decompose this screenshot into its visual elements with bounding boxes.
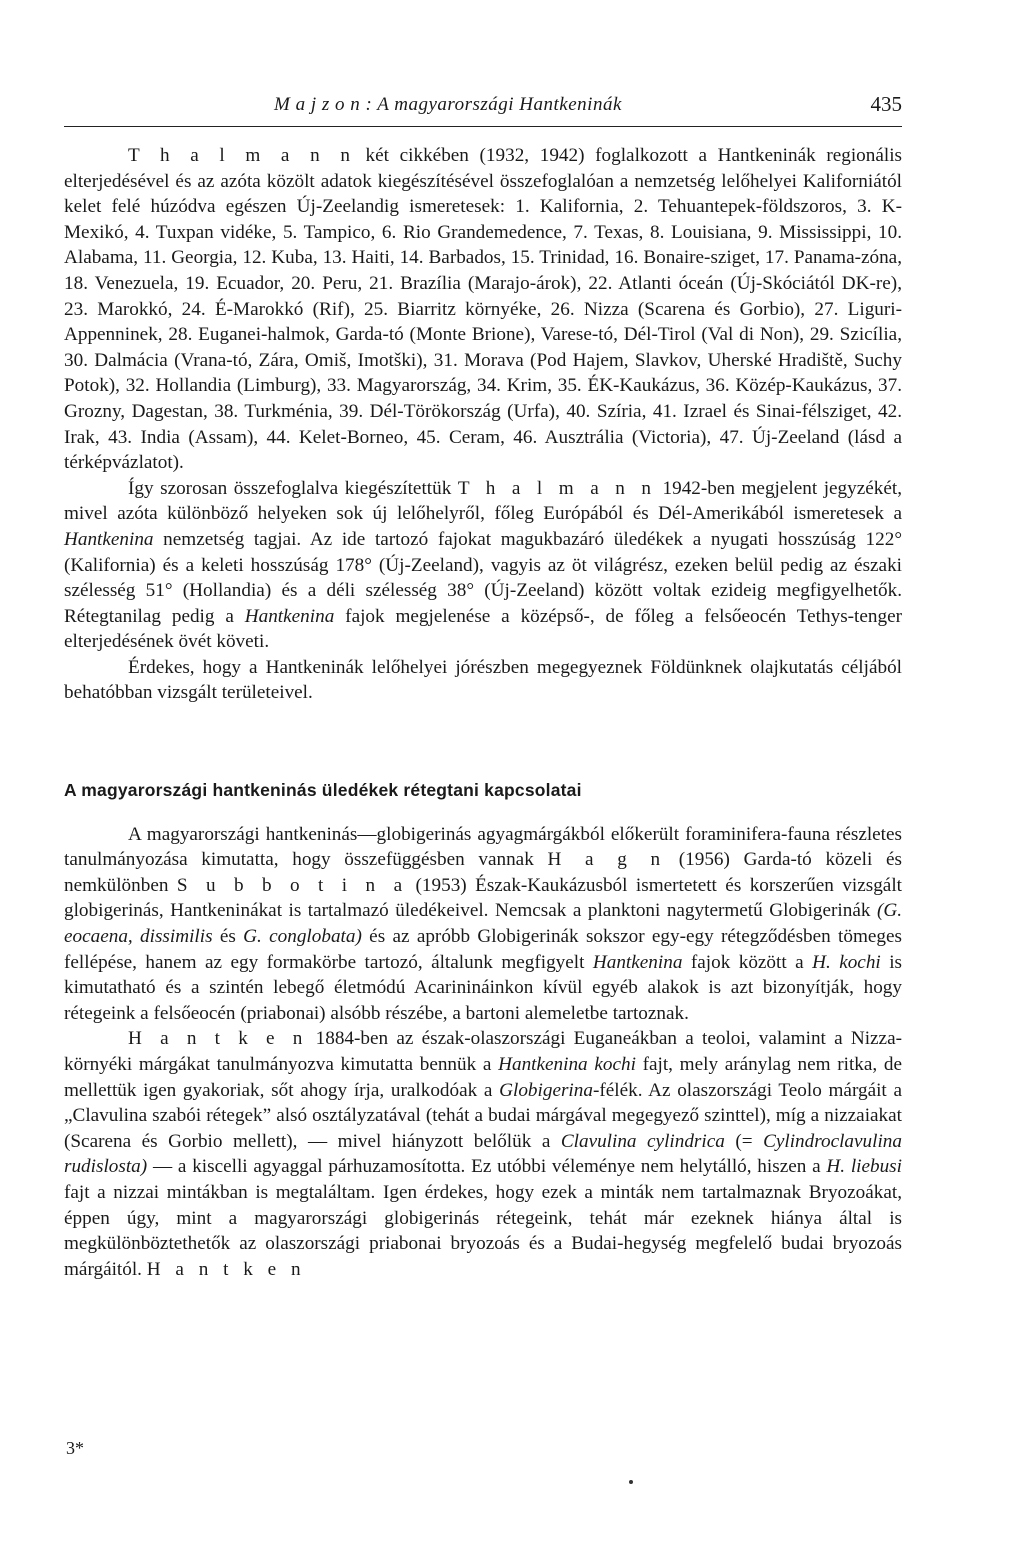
text-run: és <box>212 926 244 948</box>
taxon-name: Cylindroclavulina rudislosta) <box>64 1130 902 1178</box>
text-run: fajt a nizzai mintákban is megtaláltam. Igen érdekes, hogy ezek a minták nem tartalmaznak Bryozoákat, éppen úgy, mint a magyarországi globigerinás rétegeink, tehát már ezeknek hiánya által is megkülönböztethetők az olaszországi priabonai bryozoás és a Budai-hegység megfelelő budai bryozoás márgáitól. <box>64 1181 902 1280</box>
text-run: (1953) Észak-Kaukázusból ismertetett és korszerűen vizsgált globigerinás, Hantkeninákat is tartalmazó üledékeivel. Nemcsak a planktoni nagytermetű Globigerinák <box>64 874 902 922</box>
text-run: 1884-ben az észak-olaszországi Euganeákban a teoloi, valamint a Nizza-környéki márgákat tanulmányozva kimutatta bennük a <box>64 1028 902 1075</box>
page-number: 435 <box>870 92 902 116</box>
text-run: Így szorosan összefoglalva kiegészítettük <box>128 477 458 499</box>
paragraph-fauna <box>64 822 902 1027</box>
text-run: fajok között a <box>682 951 813 973</box>
author-name: T h a l m a n n <box>128 145 355 166</box>
text-run: is kimutatható és a szintén lebegő életmódú Acarinináinkon kívül egyéb alakok is azt bizonyítják, hogy rétegeink a felsőeocén (priabonai) alsóbb részébe, a bartoni alemeletbe tartoznak. <box>64 951 902 1024</box>
text-run: fajok megjelenése a középső-, de főleg a felsőeocén Tethys-tenger elterjedésének övét követi. <box>64 605 902 653</box>
author-name: H a n t k e n <box>146 1258 306 1280</box>
taxon-name: Hantkenina <box>592 951 683 973</box>
text-run: nemzetség tagjai. Az ide tartozó fajokat magukbazáró üledékek a nyugati hosszúság 122° (Kalifornia) és a keleti hosszúság 178° (Új-Zeeland), vagyis az öt világrész, ezeken belül pedig az északi szélesség 51° (Hollandia) és a déli szélesség 38° (Új-Zeeland) között voltak ezideig megfigyelhetők. Rétegtanilag pedig a <box>64 528 902 627</box>
taxon-name: Clavulina cylindrica <box>560 1130 725 1152</box>
document-page <box>64 92 902 1282</box>
page-header <box>64 92 902 127</box>
taxon-name: H. liebusi <box>826 1156 902 1178</box>
taxon-name: G. conglobata) <box>243 926 362 948</box>
paragraph-locations <box>64 143 902 476</box>
text-run: A magyarországi hantkeninás—globigerinás agyagmárgákból előkerült foraminifera-fauna részletes tanulmányozása kimutatta, hogy összefüggésben vannak <box>64 823 902 871</box>
section-heading: A magyarországi hantkeninás üledékek rétegtani kapcsolatai <box>64 780 582 801</box>
text-run: fajt, mely aránylag nem ritka, de mellettük igen gyakoriak, sőt ahogy írja, uralkodóak a <box>64 1054 902 1101</box>
ink-dot <box>629 1480 633 1484</box>
taxon-name: (G. eocaena, dissimilis <box>64 900 902 948</box>
paragraph-hantken <box>64 1026 902 1282</box>
paragraph-oil: Érdekes, hogy a Hantkeninák lelőhelyei jórészben megegyeznek Földünknek olajkutatás céljából behatóbban vizsgált területeivel. <box>64 656 902 704</box>
paragraph-summary <box>64 476 902 655</box>
taxon-name: Hantkenina kochi <box>498 1054 636 1075</box>
paragraph-text: két cikkében (1932, 1942) foglalkozott a Hantkeninák regionális elterjedésével és az azóta közölt adatok kiegészítésével összefoglalóan a nemzetség lelőhelyei Kaliforniától kelet felé húzódva egészen Új-Zeelandig ismeretesek: 1. Kalifornia, 2. Tehuantepek-földszoros, 3. K-Mexikó, 4. Tuxpan vidéke, 5. Tampico, 6. Rio Grandemedence, 7. Texas, 8. Louisiana, 9. Mississippi, 10. Alabama, 11. Georgia, 12. Kuba, 13. Haiti, 14. Barbados, 15. Trinidad, 16. Bonaire-sziget, 17. Panama-zóna, 18. Venezuela, 19. Ecuador, 20. Peru, 21. Brazília (Marajo-árok), 22. Atlanti óceán (Új-Skóciától DK-re), 23. Marokkó, 24. É-Marokkó (Rif), 25. Biarritz környéke, 26. Nizza (Scarena és Gorbio), 27. Liguri-Appenninek, 28. Euganei-halmok, Garda-tó (Monte Brione), Varese-tó, Dél-Tirol (Val di Non), 29. Szicília, 30. Dalmácia (Vrana-tó, Zára, Omiš, Imotški), 31. Morava (Pod Hajem, Slavkov, Uherské Hradiště, Suchy Potok), 32. Hollandia (Limburg), 33. Magyarország, 34. Krim, 35. ÉK-Kaukázus, 36. Közép-Kaukázus, 37. Grozny, Dagestan, 38. Turkménia, 39. Dél-Törökország (Urfa), 40. Szíria, 41. Izrael és Sinai-félsziget, 42. Irak, 43. India (Assam), 44. Kelet-Borneo, 45. Ceram, 46. Ausztrália (Victoria), 47. Új-Zeeland (lásd a térképvázlatot). <box>64 145 902 474</box>
text-run: -félék. Az olaszországi Teolo márgáit a „Clavulina szabói rétegek” alsó osztályzatával (tehát a budai márgával megegyező szinttel), míg a nizzaiakat (Scarena és Gorbio mellett), — mivel hiányzott belőlük a <box>64 1079 902 1152</box>
signature-mark: 3* <box>66 1438 84 1458</box>
author-name: H a n t k e n <box>128 1028 308 1050</box>
body-text <box>64 143 902 1282</box>
text-run: (= <box>724 1130 764 1152</box>
author-name: S u b b o t i n a <box>176 874 408 896</box>
author-name: H a g n <box>547 849 666 871</box>
text-run: — a kiscelli agyaggal párhuzamosította. Ez utóbbi véleménye nem helytálló, hiszen a <box>147 1156 827 1178</box>
taxon-name: Globigerina <box>499 1079 593 1101</box>
text-run: és az apróbb Globigerinák sokszor egy-egy rétegződésben tömeges fellépése, hanem az egy formakörbe tartozó, általunk megfigyelt <box>64 926 902 973</box>
taxon-name: H. kochi <box>812 951 881 973</box>
taxon-name: Hantkenina <box>244 605 335 627</box>
taxon-name: Hantkenina <box>64 528 154 550</box>
text-run: (1956) Garda-tó közeli és nemkülönben <box>64 849 902 896</box>
running-title: M a j z o n : A magyarországi Hantkeninák <box>274 94 622 115</box>
text-run: 1942-ben megjelent jegyzékét, mivel azóta különböző helyeken sok új lelőhelyről, főleg Európából és Dél-Amerikából ismeretesek a <box>64 477 902 525</box>
author-name: T h a l m a n n <box>457 477 656 499</box>
